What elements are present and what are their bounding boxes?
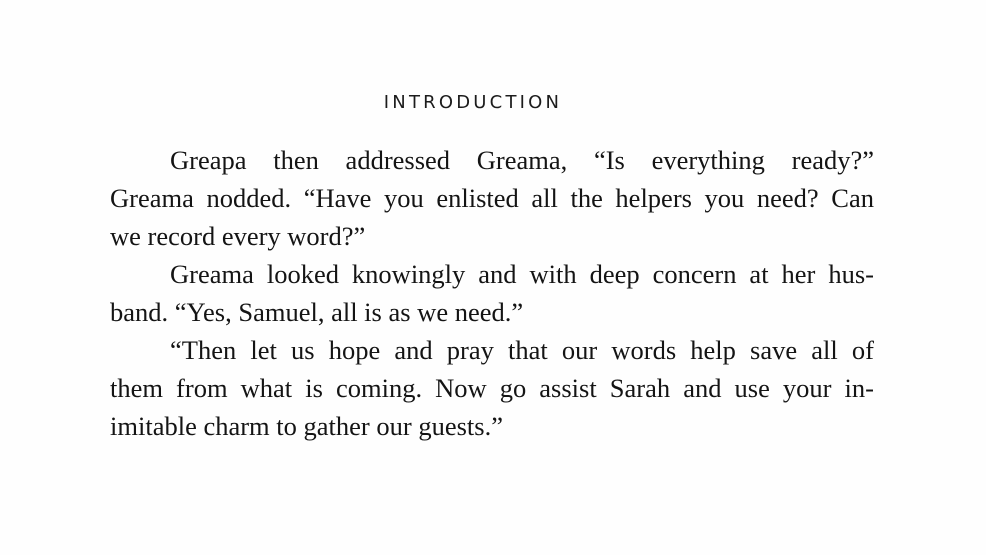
body-text	[110, 141, 874, 445]
text-line: we record every word?”	[110, 221, 366, 251]
text-line: imitable charm to gather our guests.”	[110, 411, 503, 441]
text-line: “Then let us hope and pray that our words help save all of	[170, 335, 874, 365]
text-line: Greama looked knowingly and with deep concern at her hus-	[170, 259, 874, 289]
running-head: INTRODUCTION	[383, 92, 563, 113]
text-line: band. “Yes, Samuel, all is as we need.”	[110, 297, 524, 327]
text-line: Greapa then addressed Greama, “Is everything ready?”	[170, 145, 874, 175]
text-line: them from what is coming. Now go assist Sarah and use your in-	[110, 373, 874, 403]
text-line: Greama nodded. “Have you enlisted all the helpers you need? Can	[110, 183, 874, 213]
